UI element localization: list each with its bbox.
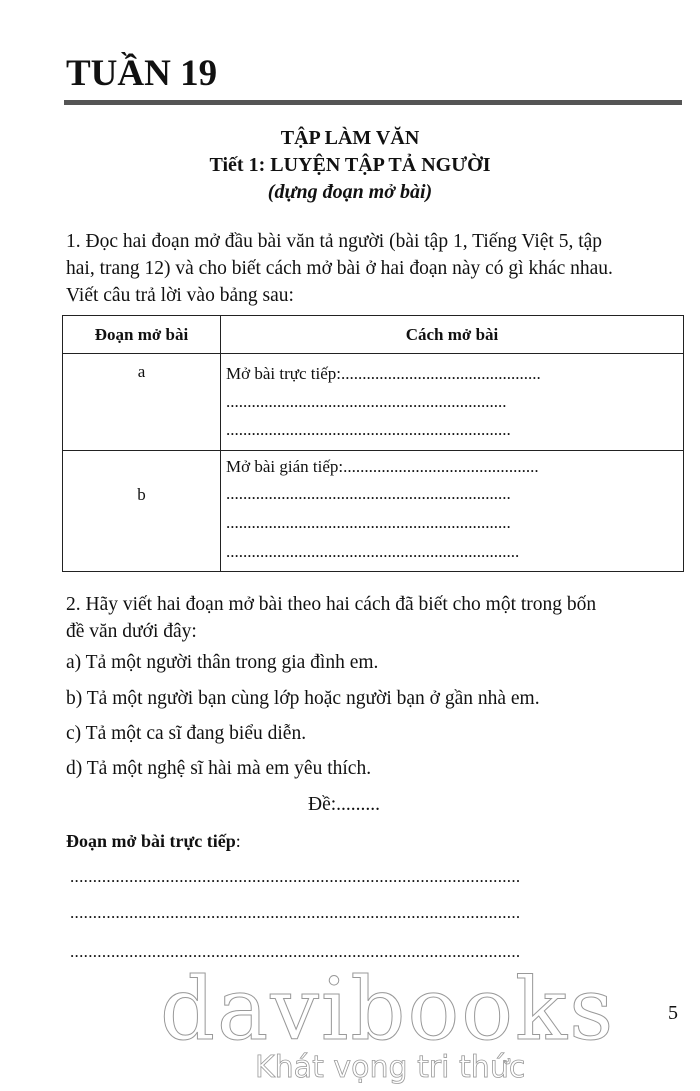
direct-intro-label-text: Đoạn mở bài trực tiếp <box>66 831 236 851</box>
exercise1-line: hai, trang 12) và cho biết cách mở bài ở hai đoạn này có gì khác nhau. <box>66 258 613 279</box>
exercise1-line: 1. Đọc hai đoạn mở đầu bài văn tả người (bài tập 1, Tiếng Việt 5, tập <box>66 231 603 252</box>
subject-heading: TẬP LÀM VĂN <box>280 127 420 149</box>
lesson-heading: Tiết 1: LUYỆN TẬP TẢ NGƯỜI <box>209 154 491 176</box>
option-d: d) Tả một nghệ sĩ hài mà em yêu thích. <box>66 758 372 779</box>
column-divider <box>220 316 221 571</box>
watermark-brand: davibooks <box>160 960 616 1060</box>
answer-line[interactable]: ..................................................................... <box>226 542 520 561</box>
option-c: c) Tả một ca sĩ đang biểu diễn. <box>66 723 307 744</box>
answer-line[interactable]: ................................................................... <box>226 513 511 532</box>
answer-line[interactable]: Mở bài trực tiếp:............................................... <box>226 364 541 383</box>
table-header-method: Cách mở bài <box>405 325 499 344</box>
answer-line[interactable]: ................................................................... <box>226 484 511 503</box>
answer-table <box>62 315 684 572</box>
option-a: a) Tả một người thân trong gia đình em. <box>66 652 379 673</box>
page-number: 5 <box>668 1002 678 1024</box>
lesson-subtitle: (dựng đoạn mở bài) <box>267 181 433 203</box>
direct-intro-label <box>66 831 241 852</box>
exercise1-line: Viết câu trả lời vào bảng sau: <box>66 285 294 306</box>
row-label-b: b <box>137 485 146 504</box>
row-label-a: a <box>137 362 146 381</box>
answer-line[interactable]: ................................................................................................... <box>70 867 521 886</box>
table-header-paragraph: Đoạn mở bài <box>94 325 189 344</box>
direct-intro-colon: : <box>235 831 241 851</box>
week-title: TUẦN 19 <box>66 53 218 94</box>
exercise2-line: đề văn dưới đây: <box>66 621 197 642</box>
answer-line[interactable]: ................................................................................................... <box>70 942 521 961</box>
answer-line[interactable]: .................................................................. <box>226 392 507 411</box>
title-rule <box>64 100 682 105</box>
answer-line[interactable]: ................................................................................................... <box>70 903 521 922</box>
topic-blank[interactable]: Đề:......... <box>308 794 381 815</box>
option-b: b) Tả một người bạn cùng lớp hoặc người bạn ở gần nhà em. <box>66 688 540 709</box>
row-divider <box>63 450 683 451</box>
watermark-slogan: Khát vọng tri thức <box>255 1050 526 1085</box>
row-divider <box>63 353 683 354</box>
answer-line[interactable]: Mở bài gián tiếp:.............................................. <box>226 457 539 476</box>
exercise2-line: 2. Hãy viết hai đoạn mở bài theo hai cách đã biết cho một trong bốn <box>66 594 597 615</box>
answer-line[interactable]: ................................................................... <box>226 420 511 439</box>
